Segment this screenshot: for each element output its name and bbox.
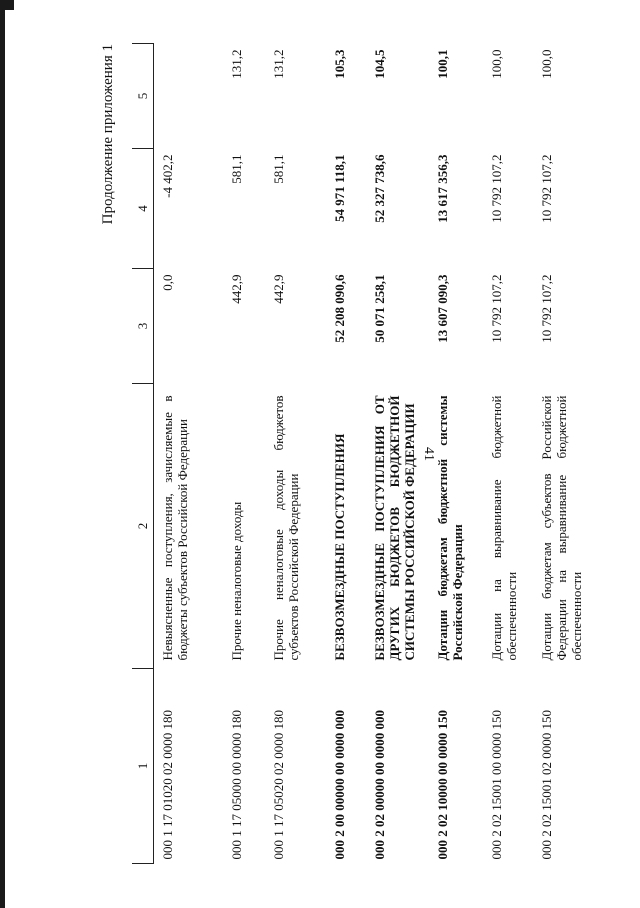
table-row (533, 44, 592, 864)
row-name: Прочие неналоговые доходы (229, 501, 244, 661)
row-col4: 52 327 738,6 (372, 154, 387, 223)
column-header: 5 (132, 44, 154, 149)
row-name: Дотации бюджетам бюджетной системы Российской Федерации (435, 395, 465, 661)
page-number: 41 (421, 447, 436, 461)
row-col4: -4 402,2 (160, 154, 175, 198)
row-col5: 131,2 (229, 49, 244, 79)
table-header-row (132, 44, 154, 864)
table-row (483, 44, 533, 864)
row-name: Дотации бюджетам субъектов Российской Федерации на выравнивание бюджетной обеспеченности (539, 395, 584, 661)
row-name: БЕЗВОЗМЕЗДНЫЕ ПОСТУПЛЕНИЯ (332, 433, 347, 661)
row-name: Дотации на выравнивание бюджетной обеспеченности (489, 395, 519, 661)
row-col4: 54 971 118,1 (332, 154, 347, 223)
scan-edge-corner (0, 0, 14, 10)
table-row (326, 44, 366, 864)
row-col5: 105,3 (332, 49, 347, 79)
table-row (366, 44, 429, 864)
row-code: 000 2 02 15001 00 0000 150 (489, 710, 504, 860)
table-row (265, 44, 326, 864)
row-col3: 442,9 (229, 274, 244, 304)
column-header: 1 (132, 669, 154, 864)
row-col3: 13 607 090,3 (435, 274, 450, 343)
row-code: 000 2 02 00000 00 0000 000 (372, 710, 387, 860)
row-code: 000 1 17 01020 02 0000 180 (160, 710, 175, 860)
row-col3: 442,9 (271, 274, 286, 304)
row-name: БЕЗВОЗМЕЗДНЫЕ ПОСТУПЛЕНИЯ ОТ ДРУГИХ БЮДЖЕТОВ БЮДЖЕТНОЙ СИСТЕМЫ РОССИЙСКОЙ ФЕДЕРАЦИИ (372, 395, 417, 661)
table-row (154, 44, 224, 864)
row-col3: 52 208 090,6 (332, 274, 347, 343)
row-code: 000 2 00 00000 00 0000 000 (332, 710, 347, 860)
row-col5 (154, 44, 224, 149)
row-col5: 100,1 (435, 49, 450, 79)
row-col4: 13 617 356,3 (435, 154, 450, 223)
row-name: Прочие неналоговые доходы бюджетов субъектов Российской Федерации (271, 395, 301, 661)
table-row (429, 44, 483, 864)
row-col4: 581,1 (271, 154, 286, 184)
row-col3: 10 792 107,2 (489, 274, 504, 343)
row-col5: 100,0 (539, 49, 554, 79)
document-sheet (100, 44, 584, 864)
row-code: 000 2 02 15001 02 0000 150 (539, 710, 554, 860)
row-col3: 50 071 258,1 (372, 274, 387, 343)
column-header: 2 (132, 384, 154, 669)
row-code: 000 1 17 05000 00 0000 180 (229, 710, 244, 860)
row-col5: 100,0 (489, 49, 504, 79)
row-col3: 0,0 (160, 274, 175, 291)
row-col5: 104,5 (372, 49, 387, 79)
row-col4: 10 792 107,2 (539, 154, 554, 223)
row-col3: 10 792 107,2 (539, 274, 554, 343)
row-name: Невыясненные поступления, зачисляемые в бюджеты субъектов Российской Федерации (160, 395, 190, 661)
scan-edge (0, 0, 5, 908)
row-col5: 131,2 (271, 49, 286, 79)
appendix-label: Продолжение приложения 1 (100, 44, 116, 225)
row-code: 000 2 02 10000 00 0000 150 (435, 710, 450, 860)
column-header: 4 (132, 149, 154, 269)
row-col4: 581,1 (229, 154, 244, 184)
row-col4: 10 792 107,2 (489, 154, 504, 223)
row-code: 000 1 17 05020 02 0000 180 (271, 710, 286, 860)
budget-table (132, 43, 592, 864)
table-row (223, 44, 265, 864)
column-header: 3 (132, 269, 154, 384)
